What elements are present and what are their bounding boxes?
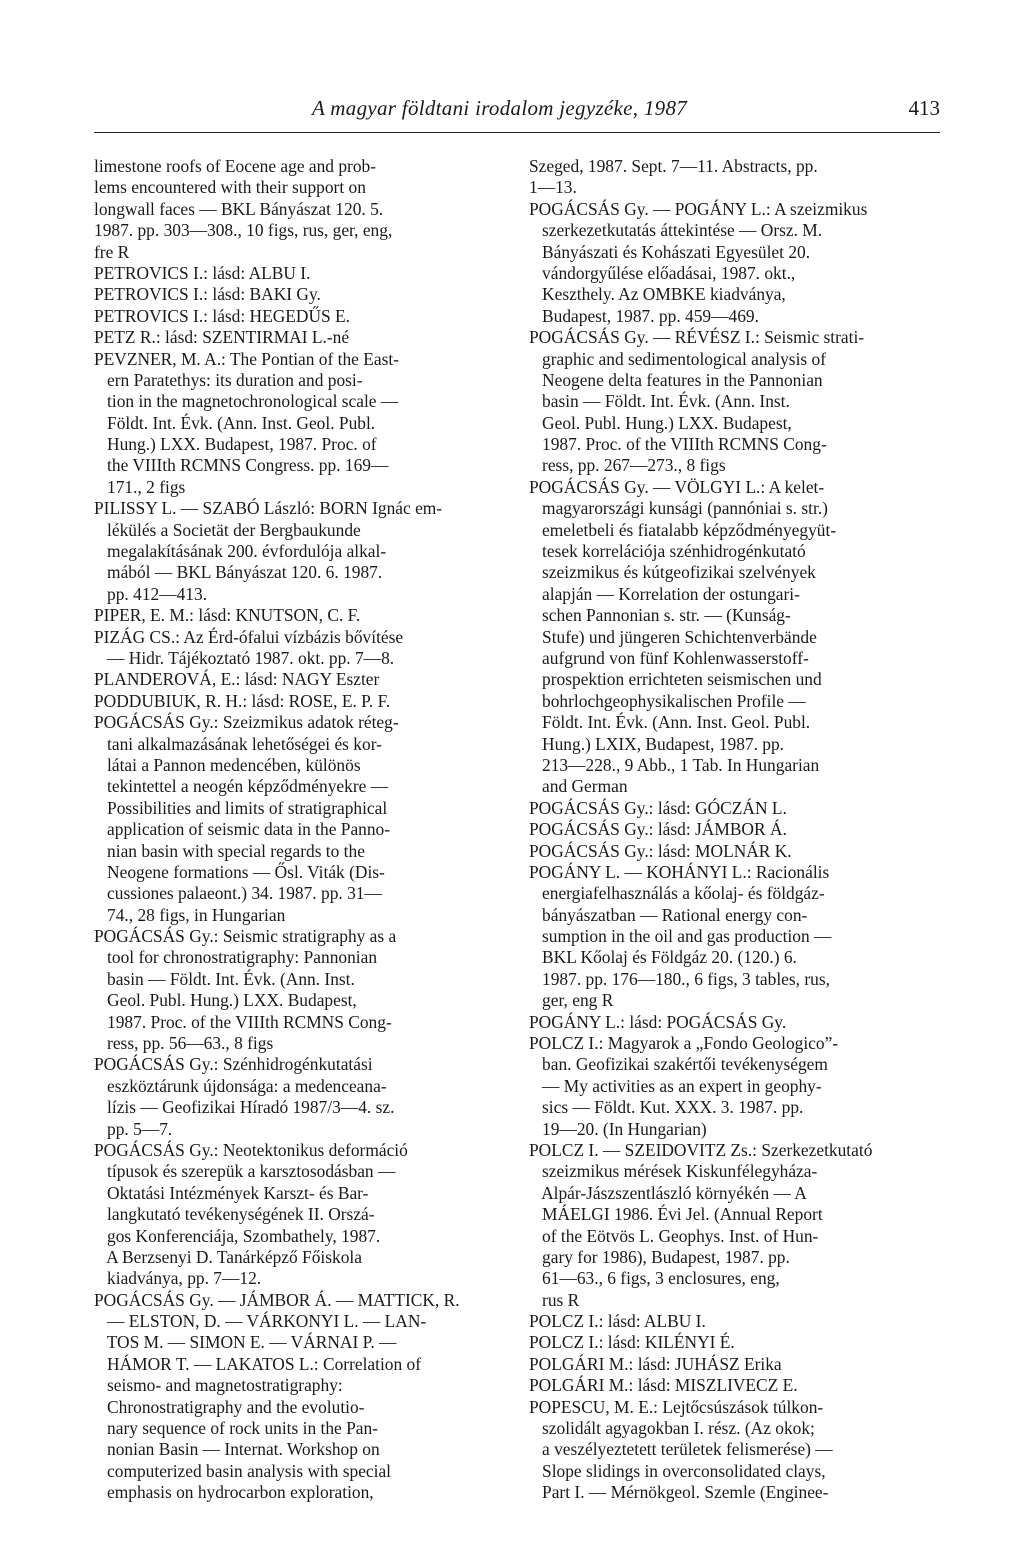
text-line: PILISSY L. — SZABÓ László: BORN Ignác em- (94, 498, 443, 519)
text-line: POGÁCSÁS Gy.: lásd: GÓCZÁN L. (529, 797, 787, 818)
text-line: — Hidr. Tájékoztató 1987. okt. pp. 7—8. (94, 647, 395, 668)
text-line: of the Eötvös L. Geophys. Inst. of Hun- (529, 1225, 819, 1246)
text-line: Part I. — Mérnökgeol. Szemle (Enginee- (529, 1482, 829, 1503)
text-line: POLCZ I.: lásd: ALBU I. (529, 1311, 706, 1332)
text-line: Geol. Publ. Hung.) LXX. Budapest, (529, 412, 792, 433)
text-line: basin — Földt. Int. Évk. (Ann. Inst. (529, 391, 790, 412)
text-line: gary for 1986), Budapest, 1987. pp. (529, 1246, 790, 1267)
text-line: szeizmikus és kútgeofizikai szelvények (529, 562, 816, 583)
text-line: pp. 412—413. (94, 583, 208, 604)
text-line: emeletbeli és fiatalabb képződményegyüt- (529, 519, 837, 540)
text-line: POLCZ I. — SZEIDOVITZ Zs.: Szerkezetkutató (529, 1139, 873, 1160)
text-line: 1987. pp. 176—180., 6 figs, 3 tables, rus, (529, 968, 830, 989)
text-line: Neogene formations — Ősl. Viták (Dis- (94, 861, 385, 882)
text-line: limestone roofs of Eocene age and prob- (94, 156, 377, 176)
text-line: 1—13. (529, 177, 577, 198)
text-line: mából — BKL Bányászat 120. 6. 1987. (94, 562, 383, 583)
text-line: ger, eng R (529, 990, 614, 1011)
text-line: energiafelhasználás a kőolaj- és földgáz- (529, 883, 825, 904)
text-line: eszköztárunk újdonsága: a medenceana- (94, 1075, 387, 1096)
text-line: vándorgyűlése előadásai, 1987. okt., (529, 262, 796, 283)
text-line: and German (529, 776, 628, 797)
text-line: POGÁCSÁS Gy.: lásd: JÁMBOR Á. (529, 819, 787, 840)
text-line: Alpár-Jászszentlászló környékén — A (529, 1182, 807, 1203)
text-line: 61—63., 6 figs, 3 enclosures, eng, (529, 1268, 780, 1289)
text-line: 19—20. (In Hungarian) (529, 1118, 707, 1139)
text-line: Hung.) LXIX, Budapest, 1987. pp. (529, 733, 785, 754)
text-line: Possibilities and limits of stratigraphical (94, 797, 388, 818)
right-column (529, 156, 931, 1504)
text-line: sics — Földt. Kut. XXX. 3. 1987. pp. (529, 1097, 804, 1118)
text-line: nary sequence of rock units in the Pan- (94, 1418, 378, 1439)
text-line: Stufe) und jüngeren Schichtenverbände (529, 626, 817, 647)
text-line: MÁELGI 1986. Évi Jel. (Annual Report (529, 1204, 823, 1225)
text-line: pp. 5—7. (94, 1118, 173, 1139)
text-line: Oktatási Intézmények Karszt- és Bar- (94, 1182, 369, 1203)
text-line: PETROVICS I.: lásd: HEGEDŰS E. (94, 305, 351, 326)
text-line: POGÁCSÁS Gy.: Seismic stratigraphy as a (94, 926, 397, 947)
text-line: tesek korrelációja szénhidrogénkutató (529, 541, 806, 562)
text-line: lems encountered with their support on (94, 177, 366, 198)
text-line: Földt. Int. Évk. (Ann. Inst. Geol. Publ. (94, 412, 376, 433)
text-line: computerized basin analysis with special (94, 1460, 392, 1481)
text-line: ern Paratethys: its duration and posi- (94, 369, 363, 390)
text-line: POLCZ I.: lásd: KILÉNYI É. (529, 1332, 735, 1353)
text-line: the VIIIth RCMNS Congress. pp. 169— (94, 455, 389, 476)
text-line: tani alkalmazásának lehetőségei és kor- (94, 733, 382, 754)
text-line: szeizmikus mérések Kiskunfélegyháza- (529, 1161, 818, 1182)
text-line: Neogene delta features in the Pannonian (529, 369, 823, 390)
text-line: 1987. Proc. of the VIIIth RCMNS Cong- (94, 1011, 392, 1032)
text-line: cussiones palaeont.) 34. 1987. pp. 31— (94, 883, 382, 904)
text-line: POGÁCSÁS Gy.: Neotektonikus deformáció (94, 1139, 408, 1160)
text-line: POLGÁRI M.: lásd: MISZLIVECZ E. (529, 1375, 798, 1396)
text-line: a veszélyeztetett területek felismerése) — (529, 1439, 833, 1460)
text-line: bányászatban — Rational energy con- (529, 904, 808, 925)
text-line: POLGÁRI M.: lásd: JUHÁSZ Erika (529, 1353, 782, 1374)
text-line: lékülés a Societät der Bergbaukunde (94, 519, 361, 540)
text-line: PLANDEROVÁ, E.: lásd: NAGY Eszter (94, 669, 380, 690)
text-line: 171., 2 figs (94, 476, 186, 497)
text-line: prospektion errichteten seismischen und (529, 669, 822, 690)
text-line: POGÁNY L.: lásd: POGÁCSÁS Gy. (529, 1011, 787, 1032)
text-line: longwall faces — BKL Bányászat 120. 5. (94, 198, 384, 219)
text-line: Keszthely. Az OMBKE kiadványa, (529, 284, 786, 305)
text-line: Hung.) LXX. Budapest, 1987. Proc. of (94, 434, 377, 455)
text-line: lízis — Geofizikai Híradó 1987/3—4. sz. (94, 1097, 395, 1118)
text-line: rus R (529, 1289, 580, 1310)
text-line: Chronostratigraphy and the evolutio- (94, 1396, 365, 1417)
text-line: látai a Pannon medencében, különös (94, 754, 361, 775)
text-line: emphasis on hydrocarbon exploration, (94, 1482, 374, 1503)
text-line: PETZ R.: lásd: SZENTIRMAI L.-né (94, 327, 350, 348)
text-line: — My activities as an expert in geophy- (529, 1075, 822, 1096)
text-line: nian basin with special regards to the (94, 840, 365, 861)
text-line: PETROVICS I.: lásd: ALBU I. (94, 262, 311, 283)
text-line: Geol. Publ. Hung.) LXX. Budapest, (94, 990, 357, 1011)
text-line: kiadványa, pp. 7—12. (94, 1268, 262, 1289)
text-line: Budapest, 1987. pp. 459—469. (529, 305, 759, 326)
text-line: Slope slidings in overconsolidated clays, (529, 1460, 826, 1481)
text-line: POGÁCSÁS Gy. — VÖLGYI L.: A kelet- (529, 476, 825, 497)
text-line: ban. Geofizikai szakértői tevékenységem (529, 1054, 828, 1075)
text-line: application of seismic data in the Panno- (94, 819, 391, 840)
text-line: langkutató tevékenységének II. Orszá- (94, 1204, 375, 1225)
text-line: sumption in the oil and gas production — (529, 926, 832, 947)
text-line: gos Konferenciája, Szombathely, 1987. (94, 1225, 381, 1246)
text-line: POGÁCSÁS Gy. — POGÁNY L.: A szeizmikus (529, 198, 868, 219)
page-number: 413 (908, 96, 940, 120)
text-line: ress, pp. 56—63., 8 figs (94, 1033, 274, 1054)
left-column (94, 156, 498, 1504)
text-line: BKL Kőolaj és Földgáz 20. (120.) 6. (529, 947, 797, 968)
text-line: POGÁCSÁS Gy.: lásd: MOLNÁR K. (529, 840, 792, 861)
text-line: alapján — Korrelation der ostungari- (529, 583, 800, 604)
text-line: szolidált agyagokban I. rész. (Az okok; (529, 1418, 815, 1439)
text-line: tool for chronostratigraphy: Pannonian (94, 947, 378, 968)
text-line: magyarországi kunsági (pannóniai s. str.) (529, 498, 828, 519)
running-title: A magyar földtani irodalom jegyzéke, 1987 (312, 96, 688, 120)
text-line: 213—228., 9 Abb., 1 Tab. In Hungarian (529, 754, 820, 775)
text-line: tion in the magnetochronological scale — (94, 391, 399, 412)
text-line: schen Pannonian s. str. — (Kunság- (529, 605, 791, 626)
text-line: 1987. Proc. of the VIIIth RCMNS Cong- (529, 434, 827, 455)
text-line: POGÁCSÁS Gy. — RÉVÉSZ I.: Seismic strati- (529, 327, 865, 348)
running-header (94, 96, 940, 133)
text-line: szerkezetkutatás áttekintése — Orsz. M. (529, 220, 823, 241)
text-line: PIPER, E. M.: lásd: KNUTSON, C. F. (94, 605, 361, 626)
text-line: POGÁNY L. — KOHÁNYI L.: Racionális (529, 861, 830, 882)
text-line: HÁMOR T. — LAKATOS L.: Correlation of (94, 1353, 422, 1374)
text-line: A Berzsenyi D. Tanárképző Főiskola (94, 1246, 362, 1267)
text-line: TOS M. — SIMON E. — VÁRNAI P. — (94, 1332, 397, 1353)
text-line: Bányászati és Kohászati Egyesület 20. (529, 241, 811, 262)
text-line: POLCZ I.: Magyarok a „Fondo Geologico”- (529, 1033, 839, 1054)
text-line: basin — Földt. Int. Évk. (Ann. Inst. (94, 968, 355, 989)
text-line: POGÁCSÁS Gy.: Szénhidrogénkutatási (94, 1054, 373, 1075)
text-line: seismo- and magnetostratigraphy: (94, 1375, 343, 1396)
text-line: 74., 28 figs, in Hungarian (94, 904, 286, 925)
text-line: tekintettel a neogén képződményekre — (94, 776, 389, 797)
text-line: Földt. Int. Évk. (Ann. Inst. Geol. Publ. (529, 712, 811, 733)
text-line: PETROVICS I.: lásd: BAKI Gy. (94, 284, 321, 305)
text-line: nonian Basin — Internat. Workshop on (94, 1439, 380, 1460)
text-line: bohrlochgeophysikalischen Profile — (529, 690, 806, 711)
text-line: graphic and sedimentological analysis of (529, 348, 827, 369)
text-line: — ELSTON, D. — VÁRKONYI L. — LAN- (94, 1311, 427, 1332)
text-line: megalakításának 200. évfordulója alkal- (94, 541, 387, 562)
text-line: POGÁCSÁS Gy. — JÁMBOR Á. — MATTICK, R. (94, 1289, 460, 1310)
text-line: fre R (94, 241, 130, 262)
text-line: PEVZNER, M. A.: The Pontian of the East- (94, 348, 399, 369)
text-line: Szeged, 1987. Sept. 7—11. Abstracts, pp. (529, 156, 818, 176)
text-line: PODDUBIUK, R. H.: lásd: ROSE, E. P. F. (94, 690, 391, 711)
text-line: ress, pp. 267—273., 8 figs (529, 455, 726, 476)
text-line: típusok és szerepük a karsztosodásban — (94, 1161, 396, 1182)
text-line: POGÁCSÁS Gy.: Szeizmikus adatok réteg- (94, 712, 399, 733)
text-line: POPESCU, M. E.: Lejtőcsúszások túlkon- (529, 1396, 824, 1417)
text-line: aufgrund von fünf Kohlenwasserstoff- (529, 647, 809, 668)
text-line: 1987. pp. 303—308., 10 figs, rus, ger, eng, (94, 220, 393, 241)
text-line: PIZÁG CS.: Az Érd-ófalui vízbázis bővítése (94, 626, 404, 647)
